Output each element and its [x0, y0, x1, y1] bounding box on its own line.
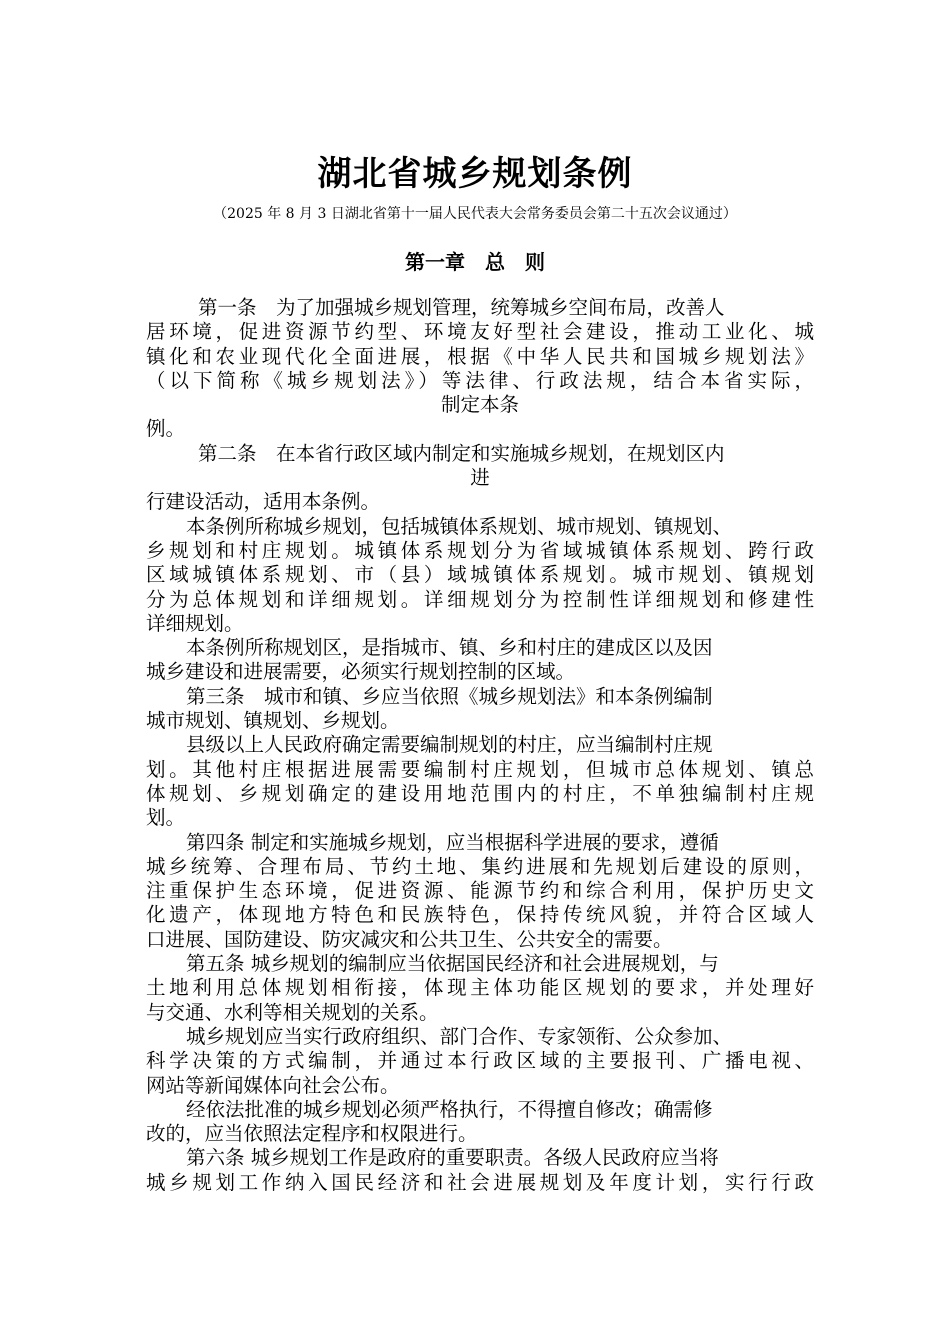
- text-line: 体规划、乡规划确定的建设用地范围内的村庄，不单独编制村庄规: [146, 781, 814, 805]
- text-line: 第二条 在本省行政区域内制定和实施城乡规划，在规划区内: [198, 441, 725, 465]
- text-line: 第三条 城市和镇、乡应当依照《城乡规划法》和本条例编制: [186, 684, 713, 708]
- adoption-note: （2025 年 8 月 3 日湖北省第十一届人民代表大会常务委员会第二十五次会议通过）: [213, 206, 737, 222]
- text-line: 县级以上人民政府确定需要编制规划的村庄，应当编制村庄规: [186, 733, 713, 757]
- text-line: 城乡统筹、合理布局、节约土地、集约进展和先规划后建设的原则，: [146, 854, 814, 878]
- chapter-heading: 第一章 总 则: [405, 250, 545, 274]
- text-line: 网站等新闻媒体向社会公布。: [146, 1073, 400, 1097]
- text-line: 本条例所称规划区，是指城市、镇、乡和村庄的建成区以及因: [186, 636, 713, 660]
- text-line: 注重保护生态环境，促进资源、能源节约和综合利用，保护历史文: [146, 879, 814, 903]
- text-line: 详细规划。: [146, 611, 244, 635]
- text-line: 例。: [146, 417, 186, 441]
- text-line: 经依法批准的城乡规划必须严格执行，不得擅自修改；确需修: [186, 1097, 713, 1121]
- text-line: 分为总体规划和详细规划。详细规划分为控制性详细规划和修建性: [146, 587, 814, 611]
- text-line: 行建设活动，适用本条例。: [146, 490, 381, 514]
- text-line: 口进展、国防建设、防灾减灾和公共卫生、公共安全的需要。: [146, 927, 673, 951]
- text-line: 科学决策的方式编制，并通过本行政区域的主要报刊、广播电视、: [146, 1049, 814, 1073]
- text-line: 进: [470, 466, 490, 490]
- text-line: 城市规划、镇规划、乡规划。: [146, 709, 400, 733]
- text-line: 划。其他村庄根据进展需要编制村庄规划，但城市总体规划、镇总: [146, 757, 814, 781]
- text-line: 乡规划和村庄规划。城镇体系规划分为省域城镇体系规划、跨行政: [146, 538, 814, 562]
- text-line: 第四条 制定和实施城乡规划，应当根据科学进展的要求，遵循: [186, 830, 719, 854]
- text-line: 居环境，促进资源节约型、环境友好型社会建设，推动工业化、城: [146, 320, 814, 344]
- text-line: 第六条 城乡规划工作是政府的重要职责。各级人民政府应当将: [186, 1146, 719, 1170]
- text-line: 本条例所称城乡规划，包括城镇体系规划、城市规划、镇规划、: [186, 514, 733, 538]
- text-line: 城乡建设和进展需要，必须实行规划控制的区域。: [146, 660, 576, 684]
- text-line: 镇化和农业现代化全面进展，根据《中华人民共和国城乡规划法》: [146, 344, 814, 368]
- text-line: 城乡规划应当实行政府组织、部门合作、专家领衔、公众参加、: [186, 1024, 733, 1048]
- text-line: 土地利用总体规划相衔接，体现主体功能区规划的要求，并处理好: [146, 976, 814, 1000]
- document-title: 湖北省城乡规划条例: [317, 154, 633, 194]
- document-body: [146, 296, 814, 1195]
- text-line: 划。: [146, 806, 186, 830]
- text-line: 第一条 为了加强城乡规划管理，统筹城乡空间布局，改善人: [198, 296, 725, 319]
- text-line: 化遗产，体现地方特色和民族特色，保持传统风貌，并符合区域人: [146, 903, 814, 927]
- text-line: 制定本条: [440, 393, 519, 417]
- text-line: 城乡规划工作纳入国民经济和社会进展规划及年度计划，实行行政: [146, 1170, 814, 1194]
- text-line: 改的，应当依照法定程序和权限进行。: [146, 1122, 478, 1146]
- text-line: 区域城镇体系规划、市（县）域城镇体系规划。城市规划、镇规划: [146, 563, 814, 587]
- text-line: 与交通、水利等相关规划的关系。: [146, 1000, 439, 1024]
- text-line: 第五条 城乡规划的编制应当依据国民经济和社会进展规划，与: [186, 952, 719, 976]
- text-line: （以下简称《城乡规划法》）等法律、行政法规，结合本省实际，: [146, 368, 814, 392]
